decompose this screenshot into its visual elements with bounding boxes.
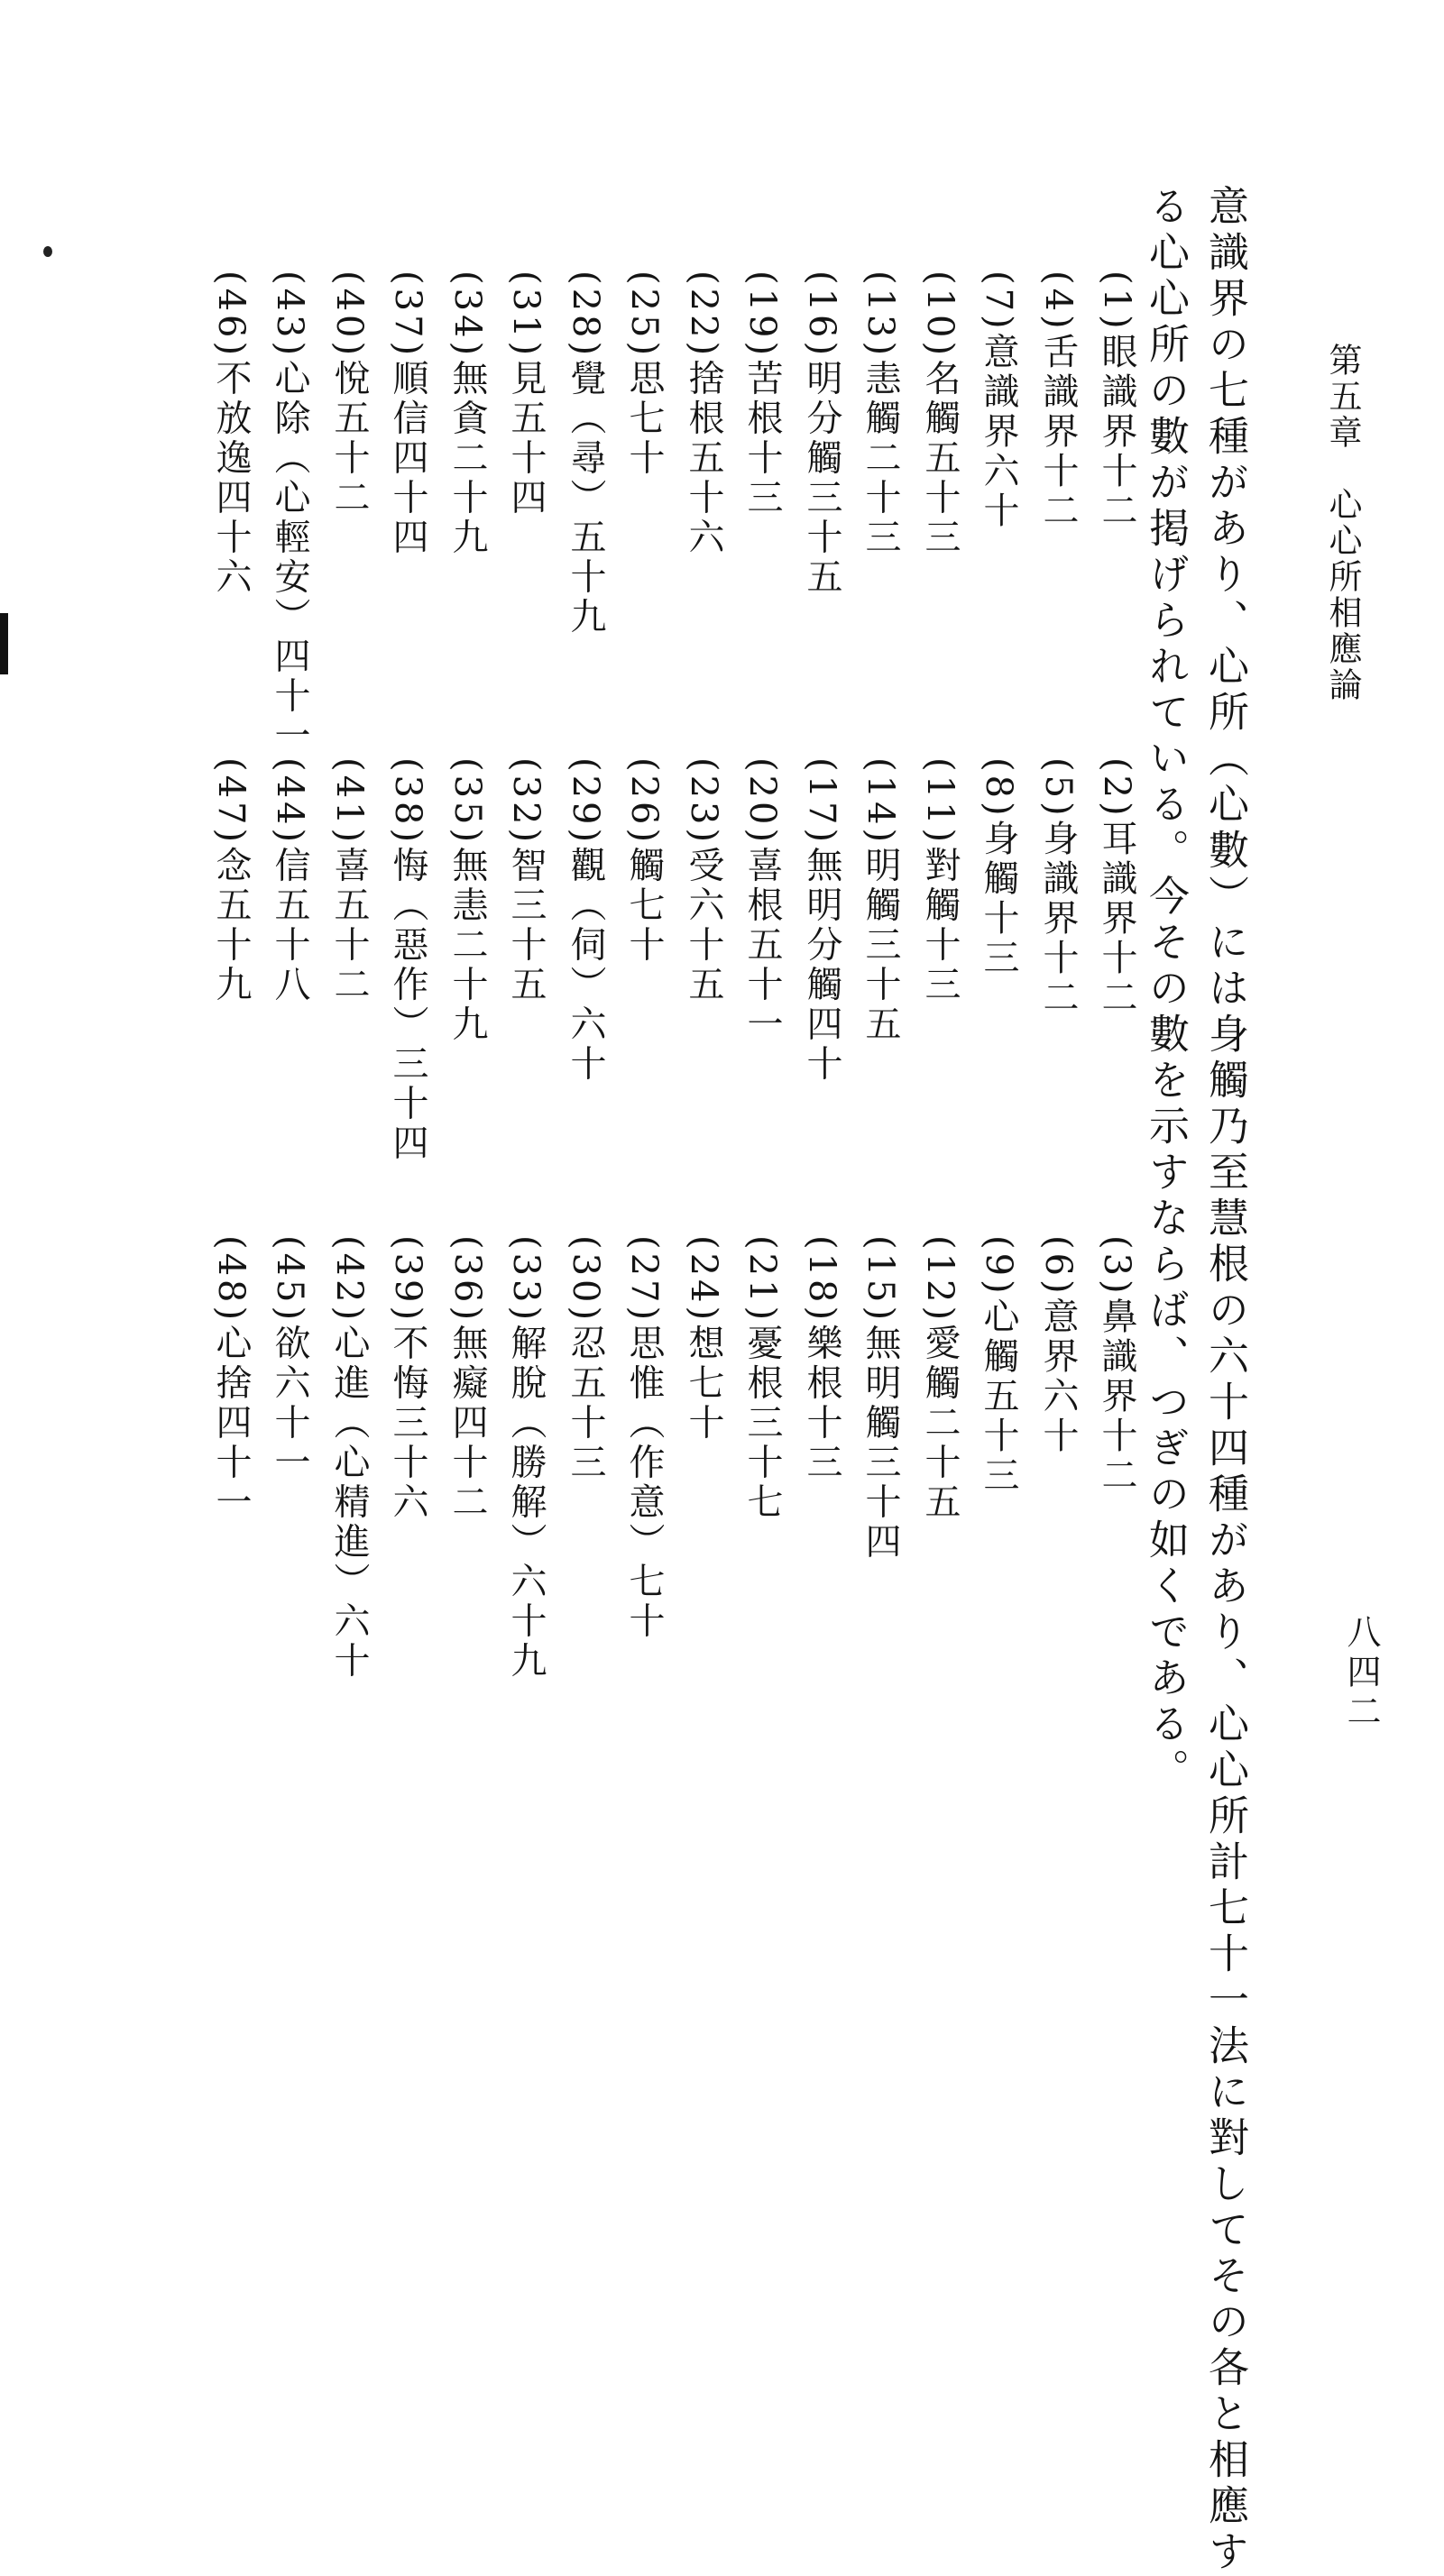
entry-text: 忍五十三 [565, 1324, 606, 1483]
list-entry [860, 270, 901, 558]
entry-number: (14) [860, 757, 901, 847]
entry-text: 想七十 [683, 1324, 724, 1444]
list-entry [685, 757, 722, 1004]
page-number: 八四二 [1341, 1614, 1381, 1733]
entry-text: 愛觸二十五 [919, 1324, 961, 1523]
entry-number: (10) [919, 270, 961, 360]
entry-text: 信五十八 [269, 846, 310, 1005]
list-entry [387, 757, 428, 1164]
entry-text: 舌識界十二 [1037, 332, 1079, 531]
entry-text: 明分觸三十五 [801, 359, 842, 598]
entry-text: 名觸五十三 [919, 359, 961, 558]
entry-number: (28) [565, 270, 606, 360]
entry-number: (29) [565, 757, 606, 847]
entry-text: 捨根五十六 [683, 359, 724, 558]
entry-number: (9) [978, 1235, 1019, 1297]
entry-number: (42) [328, 1235, 370, 1325]
list-entry [271, 270, 308, 756]
entry-text: 思七十 [623, 359, 665, 479]
entry-text: 心進（心精進）六十 [328, 1324, 370, 1682]
entry-number: (43) [269, 270, 310, 360]
list-entry [328, 757, 370, 1005]
entry-number: (40) [328, 270, 370, 360]
entry-number: (35) [446, 757, 488, 847]
list-entry [328, 1235, 370, 1682]
list-entry [505, 270, 547, 518]
entry-number: (2) [1096, 757, 1137, 820]
list-entry [1096, 757, 1137, 1018]
entry-number: (34) [446, 270, 488, 360]
entry-number: (13) [860, 270, 901, 360]
entry-text: 耳識界十二 [1096, 819, 1137, 1018]
entry-number: (47) [210, 757, 252, 847]
entry-text: 眼識界十二 [1096, 332, 1137, 531]
entry-text: 意界六十 [1037, 1297, 1079, 1456]
list-entry [801, 757, 842, 1085]
entry-text: 喜五十二 [328, 846, 370, 1005]
entry-number: (38) [387, 757, 428, 847]
list-entry [328, 270, 370, 518]
entry-number: (5) [1037, 757, 1079, 820]
entry-text: 心觸五十三 [978, 1297, 1019, 1496]
list-entry [1037, 1235, 1079, 1456]
list-entry [919, 757, 961, 1005]
list-entry [1096, 270, 1137, 531]
entry-text: 欲六十一 [269, 1324, 310, 1483]
entry-text: 解脫（勝解）六十九 [505, 1324, 547, 1682]
entry-text: 身識界十二 [1037, 819, 1079, 1018]
list-entry [623, 270, 665, 479]
list-entry [741, 757, 783, 1045]
entry-number: (36) [446, 1235, 488, 1325]
entry-number: (7) [978, 270, 1019, 333]
list-entry [505, 757, 547, 1005]
entry-number: (23) [683, 757, 724, 847]
list-entry [685, 1235, 722, 1443]
list-entry [446, 757, 488, 1045]
list-entry [801, 270, 842, 598]
list-entry [860, 757, 901, 1045]
entry-number: (19) [741, 270, 783, 360]
scan-edge-mark [0, 613, 8, 674]
entry-text: 無恚二十九 [446, 846, 488, 1045]
list-entry [565, 270, 606, 637]
entry-number: (4) [1037, 270, 1079, 333]
list-entry [623, 757, 665, 966]
entry-number: (20) [741, 757, 783, 847]
list-entry [919, 1235, 961, 1523]
entry-text: 憂根三十七 [741, 1324, 783, 1523]
entry-number: (33) [505, 1235, 547, 1325]
entry-text: 恚觸二十三 [860, 359, 901, 558]
list-entry [919, 270, 961, 558]
list-entry [741, 270, 783, 518]
list-entry [505, 1235, 547, 1682]
entry-text: 心除（心輕安）四十一 [269, 359, 310, 756]
paragraph-line: 意識界の七種があり、心所（心數）には身觸乃至慧根の六十四種があり、心心所計七十一法に對してその各と相應す [1201, 185, 1249, 2576]
entry-number: (45) [269, 1235, 310, 1325]
entry-number: (3) [1096, 1235, 1137, 1297]
list-entry [210, 757, 252, 1005]
entry-text: 明觸三十五 [860, 846, 901, 1045]
list-entry [210, 270, 252, 598]
entry-number: (41) [328, 757, 370, 847]
list-entry [1037, 270, 1079, 531]
entry-number: (27) [623, 1235, 665, 1325]
entry-text: 不放逸四十六 [210, 359, 252, 598]
entry-number: (32) [505, 757, 547, 847]
list-entry [978, 270, 1019, 531]
entry-text: 心捨四十一 [210, 1324, 252, 1523]
entry-text: 見五十四 [505, 359, 547, 518]
entry-text: 覺（尋）五十九 [565, 359, 606, 637]
scan-speck [43, 246, 52, 257]
list-entry [685, 270, 722, 557]
list-entry [446, 270, 488, 558]
entry-number: (39) [387, 1235, 428, 1325]
entry-number: (12) [919, 1235, 961, 1325]
entry-number: (17) [801, 757, 842, 847]
entry-text: 悅五十二 [328, 359, 370, 518]
entry-number: (31) [505, 270, 547, 360]
entry-text: 觀（伺）六十 [565, 846, 606, 1085]
entry-text: 無貪二十九 [446, 359, 488, 558]
list-entry [271, 1235, 308, 1482]
entry-number: (21) [741, 1235, 783, 1325]
entry-text: 樂根十三 [801, 1324, 842, 1483]
entry-text: 念五十九 [210, 846, 252, 1005]
entry-text: 順信四十四 [387, 359, 428, 558]
entry-text: 思惟（作意）七十 [623, 1324, 665, 1642]
entry-number: (11) [919, 757, 961, 847]
list-entry [271, 757, 308, 1004]
entry-number: (18) [801, 1235, 842, 1325]
entry-text: 不悔三十六 [387, 1324, 428, 1523]
entry-text: 對觸十三 [919, 846, 961, 1005]
entry-text: 無明分觸四十 [801, 846, 842, 1085]
entry-number: (44) [269, 757, 310, 847]
entry-number: (15) [860, 1235, 901, 1325]
entry-number: (24) [683, 1235, 724, 1325]
list-entry [1096, 1235, 1137, 1496]
entry-text: 身觸十三 [978, 819, 1019, 978]
entry-number: (26) [623, 757, 665, 847]
list-entry [1037, 757, 1079, 1018]
entry-text: 無癡四十二 [446, 1324, 488, 1523]
entry-text: 觸七十 [623, 846, 665, 966]
entry-number: (46) [210, 270, 252, 360]
entry-number: (25) [623, 270, 665, 360]
entry-text: 鼻識界十二 [1096, 1297, 1137, 1496]
list-entry [978, 1235, 1019, 1496]
list-entry [565, 757, 606, 1085]
chapter-header: 第五章 心心所相應論 [1323, 343, 1362, 703]
entry-text: 喜根五十一 [741, 846, 783, 1045]
entry-number: (1) [1096, 270, 1137, 333]
entry-text: 受六十五 [683, 846, 724, 1005]
entry-number: (16) [801, 270, 842, 360]
paragraph-line: る心心所の數が掲げられている。今その數を示すならば、つぎの如くである。 [1142, 185, 1190, 1794]
entry-text: 無明觸三十四 [860, 1324, 901, 1563]
entry-text: 苦根十三 [741, 359, 783, 518]
entry-text: 悔（惡作）三十四 [387, 846, 428, 1164]
entry-number: (30) [565, 1235, 606, 1325]
list-entry [801, 1235, 842, 1483]
entry-number: (48) [210, 1235, 252, 1325]
entry-number: (37) [387, 270, 428, 360]
entry-text: 智三十五 [505, 846, 547, 1005]
list-entry [387, 270, 428, 558]
list-entry [623, 1235, 665, 1642]
list-entry [565, 1235, 606, 1483]
list-entry [210, 1235, 252, 1523]
list-entry [978, 757, 1019, 978]
entry-number: (6) [1037, 1235, 1079, 1297]
list-entry [387, 1235, 428, 1523]
list-entry [860, 1235, 901, 1563]
list-entry [446, 1235, 488, 1523]
entry-number: (8) [978, 757, 1019, 820]
list-entry [741, 1235, 783, 1523]
entry-text: 意識界六十 [978, 332, 1019, 531]
entry-number: (22) [683, 270, 724, 360]
